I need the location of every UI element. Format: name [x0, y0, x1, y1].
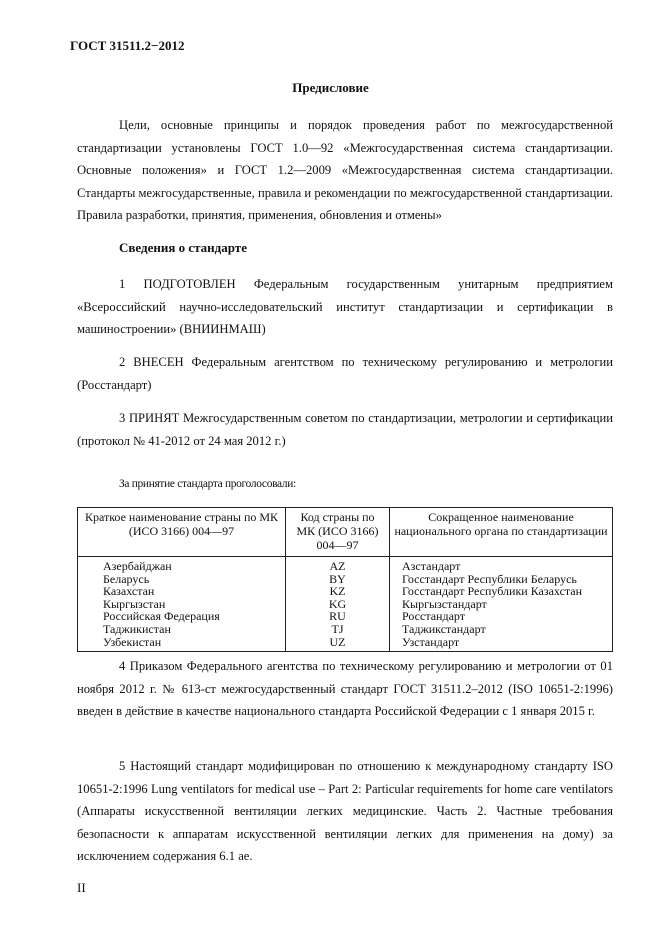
country-code: RU — [286, 610, 390, 623]
table-row — [78, 585, 613, 598]
info-item-4: 4 Приказом Федерального агентства по техническому регулированию и метрологии от 01 ноября 2012 г. № 613-ст межгосударственный стандарт ГОСТ 31511.2–2012 (ISO 10651-2:1996) введен в действие в качестве национального стандарта Российской Федерации с 1 января 2015 г. — [77, 659, 613, 718]
table-header-code: Код страны по МК (ИСО 3166) 004—97 — [286, 508, 390, 557]
foreword-title: Предисловие — [292, 80, 369, 95]
info-item-5: 5 Настоящий стандарт модифицирован по отношению к международному стандарту ISO 10651-2:1996 Lung ventilators for medical use – Part 2: Particular requirements for home care ventilators (Аппараты искусственной вентиляции легких медицинские. Часть 2. Частные требования безопасности к аппаратам искусственной вентиляции легких для применения на дому) за исключением содержания 6.1 ае. — [77, 759, 613, 863]
table-header-row — [78, 508, 613, 557]
standards-body: Узстандарт — [390, 636, 613, 652]
standard-info-heading: Сведения о стандарте — [119, 240, 247, 255]
info-item-2: 2 ВНЕСЕН Федеральным агентством по техническому регулированию и метрологии (Росстандарт) — [77, 355, 613, 392]
country-name: Узбекистан — [78, 636, 286, 652]
standards-body: Госстандарт Республики Казахстан — [390, 585, 613, 598]
country-name: Таджикистан — [78, 623, 286, 636]
standards-body: Госстандарт Республики Беларусь — [390, 573, 613, 586]
table-row — [78, 636, 613, 652]
info-item-1: 1 ПОДГОТОВЛЕН Федеральным государственным унитарным предприятием «Всероссийский научно-исследовательский институт стандартизации и сертификации в машиностроении» (ВНИИНМАШ) — [77, 277, 613, 336]
standards-body: Таджикстандарт — [390, 623, 613, 636]
voting-countries-table — [77, 507, 613, 652]
country-code: KG — [286, 598, 390, 611]
country-name: Кыргызстан — [78, 598, 286, 611]
standards-body: Кыргызстандарт — [390, 598, 613, 611]
country-code: BY — [286, 573, 390, 586]
standards-body: Азстандарт — [390, 557, 613, 573]
info-item-3: 3 ПРИНЯТ Межгосударственным советом по стандартизации, метрологии и сертификации (протокол № 41-2012 от 24 мая 2012 г.) — [77, 411, 613, 448]
standards-body: Росстандарт — [390, 610, 613, 623]
country-code: KZ — [286, 585, 390, 598]
country-code: AZ — [286, 557, 390, 573]
country-name: Азербайджан — [78, 557, 286, 573]
country-code: TJ — [286, 623, 390, 636]
table-row — [78, 557, 613, 573]
vote-label: За принятие стандарта проголосовали: — [119, 478, 296, 490]
page-number: II — [77, 880, 86, 895]
table-row — [78, 623, 613, 636]
document-header: ГОСТ 31511.2−2012 — [70, 38, 185, 53]
country-code: UZ — [286, 636, 390, 652]
foreword-intro-paragraph: Цели, основные принципы и порядок проведения работ по межгосударственной стандартизации установлены ГОСТ 1.0—92 «Межгосударственная система стандартизации. Основные положения» и ГОСТ 1.2—2009 «Межгосударственная система стандартизации. Стандарты межгосударственные, правила и рекомендации по межгосударственной стандартизации. Правила разработки, принятия, применения, обновления и отмены» — [77, 118, 613, 222]
country-name: Беларусь — [78, 573, 286, 586]
country-name: Казахстан — [78, 585, 286, 598]
table-header-body: Сокращенное наименование национального органа по стандартизации — [390, 508, 613, 557]
country-name: Российская Федерация — [78, 610, 286, 623]
table-header-country: Краткое наименование страны по МК (ИСО 3166) 004—97 — [78, 508, 286, 557]
